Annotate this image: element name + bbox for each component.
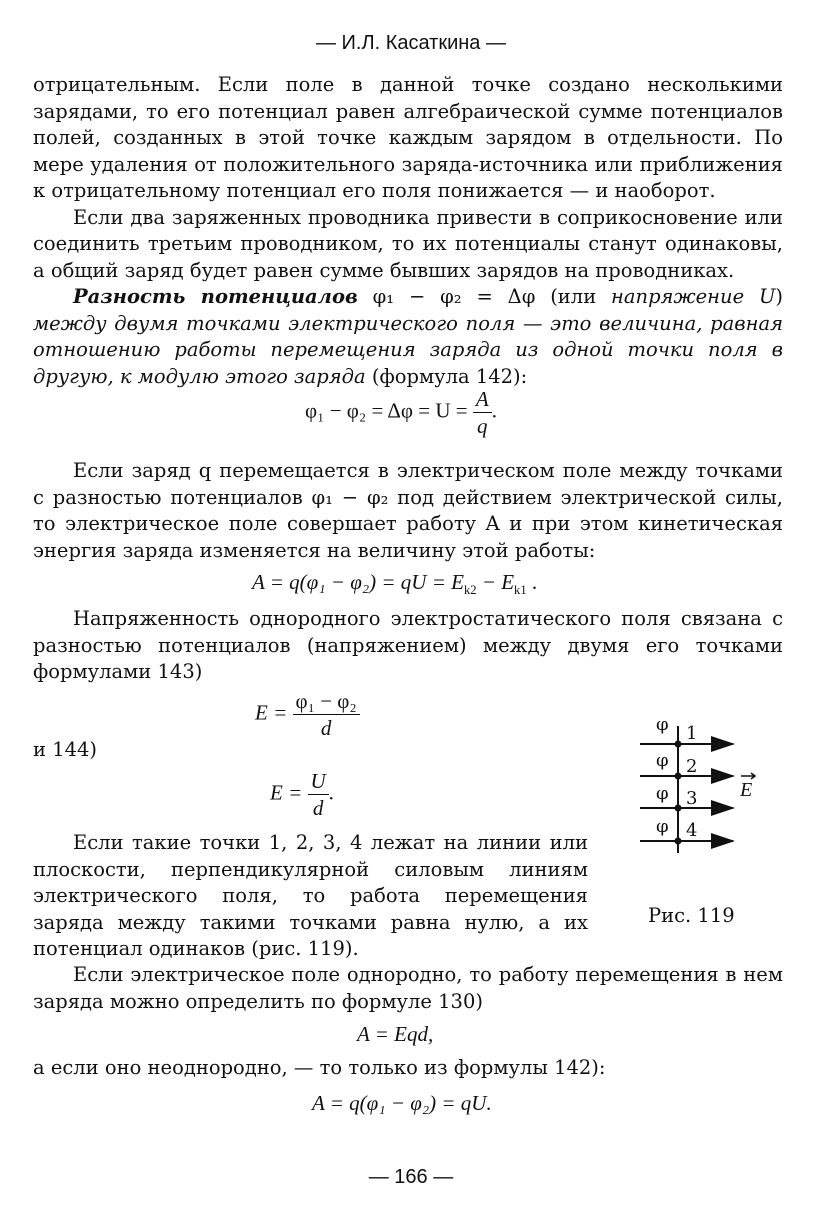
formula-period: . [328,780,334,805]
equipotential-figure [630,708,770,858]
point-4 [675,838,682,845]
paragraph-uniform-field: Если электрическое поле однородно, то работу перемещения в нем заряда можно определить по формуле 130) [33,963,783,1013]
formula-work-final-text: A = q(φ₁ − φ₂) = qU. [312,1091,492,1115]
fraction-denominator: d [312,796,324,820]
formula-work-minus: − E [476,570,515,594]
formula-work-energy [252,570,537,598]
fraction-phi-over-d [293,688,360,741]
formula-144 [270,768,334,821]
subscript-k1: k1 [514,583,527,598]
point-1 [675,741,682,748]
phi-label: φ [656,783,669,804]
paragraph-equipotential: Если такие точки 1, 2, 3, 4 лежат на линии или плоскости, перпендикулярной силовым линиям электрического поля, то работа перемещения заряда между такими точками равна нулю, а их потенциал одинаков (рис. 119). [33,831,588,960]
phi-label: φ [656,816,669,837]
fraction-denominator: q [477,414,488,438]
fraction-numerator: A [473,386,492,413]
formula-reference-142: (формула 142): [365,364,528,388]
formula-143 [255,688,360,741]
fraction-denominator: d [320,716,332,740]
point-label: 1 [686,723,698,744]
paren-close: ) [775,285,784,308]
paragraph-field-strength: Напряженность однородного электростатического поля связана с разностью потенциалов (напряжением) между двумя его точками формулами 143) [33,607,783,683]
phi-label: φ [656,714,669,735]
formula-142 [305,386,497,439]
point-label: 4 [686,820,698,841]
formula-143-left: E = [255,700,288,725]
paragraph-conductors: Если два заряженных проводника привести в соприкосновение или соединить третьим проводником, то их потенциалы станут одинаковы, а общий заряд будет равен сумме бывших зарядов на проводниках. [33,205,783,282]
paragraph-potential-difference-definition [33,284,783,390]
term-potential-difference: Разность потенциалов [73,285,358,308]
formula-130 [357,1022,433,1047]
paragraph-nonuniform: а если оно неоднородно, — то только из формулы 142): [33,1056,606,1079]
fraction-numerator: U [308,768,329,795]
running-header: — И.Л. Касаткина — [316,32,506,54]
figure-caption: Рис. 119 [648,904,735,927]
phi-label: φ [656,750,669,771]
formula-period: . [526,570,538,594]
formula-144-left: E = [270,780,303,805]
formula-work-main: A = q(φ₁ − φ₂) = qU = E [252,570,464,594]
point-3 [675,805,682,812]
main-text [33,72,783,390]
subscript-k2: k2 [463,583,477,598]
fraction-u-over-d [308,768,329,821]
page-number: — 166 — [368,1166,454,1188]
formula-142-left: φ₁ − φ₂ = Δφ = U = [305,398,468,423]
paragraph-charge-work: Если заряд q перемещается в электрическом поле между точками с разностью потенциалов φ₁ − φ₂ под действием электрической силы, то электрическое поле совершает работу A и при этом кинетическая энергия заряда изменяется на величину этой работы: [33,459,783,562]
fraction-numerator: φ₁ − φ₂ [293,688,360,715]
symbols-phi-difference: φ₁ − φ₂ = Δφ [357,285,551,308]
paragraph-potential-sum: отрицательным. Если поле в данной точке создано несколькими зарядами, то его потенциал равен алгебраической сумме потенциалов полей, созданных в этой точке каждым зарядом в отдельности. По мере удаления от положительного заряда-источника или приближения к отрицательному потенциал его поля понижается — и наоборот. [33,73,783,202]
point-label: 3 [686,788,698,809]
label-formula-144: и 144) [33,738,98,761]
field-vector-label: E [740,779,753,801]
fraction-a-over-q [473,386,492,439]
point-2 [675,773,682,780]
term-voltage: напряжение U [611,285,776,308]
formula-work-final [312,1091,492,1116]
point-label: 2 [686,756,698,777]
formula-period: . [491,398,497,423]
definition-text: между двумя точками электрического поля — это величина, равная отношению работы перемещения заряда из одной точки поля в другую, к модулю этого заряда [33,311,783,388]
paren-open: (или [550,285,612,308]
formula-130-text: A = Eqd, [357,1022,434,1046]
